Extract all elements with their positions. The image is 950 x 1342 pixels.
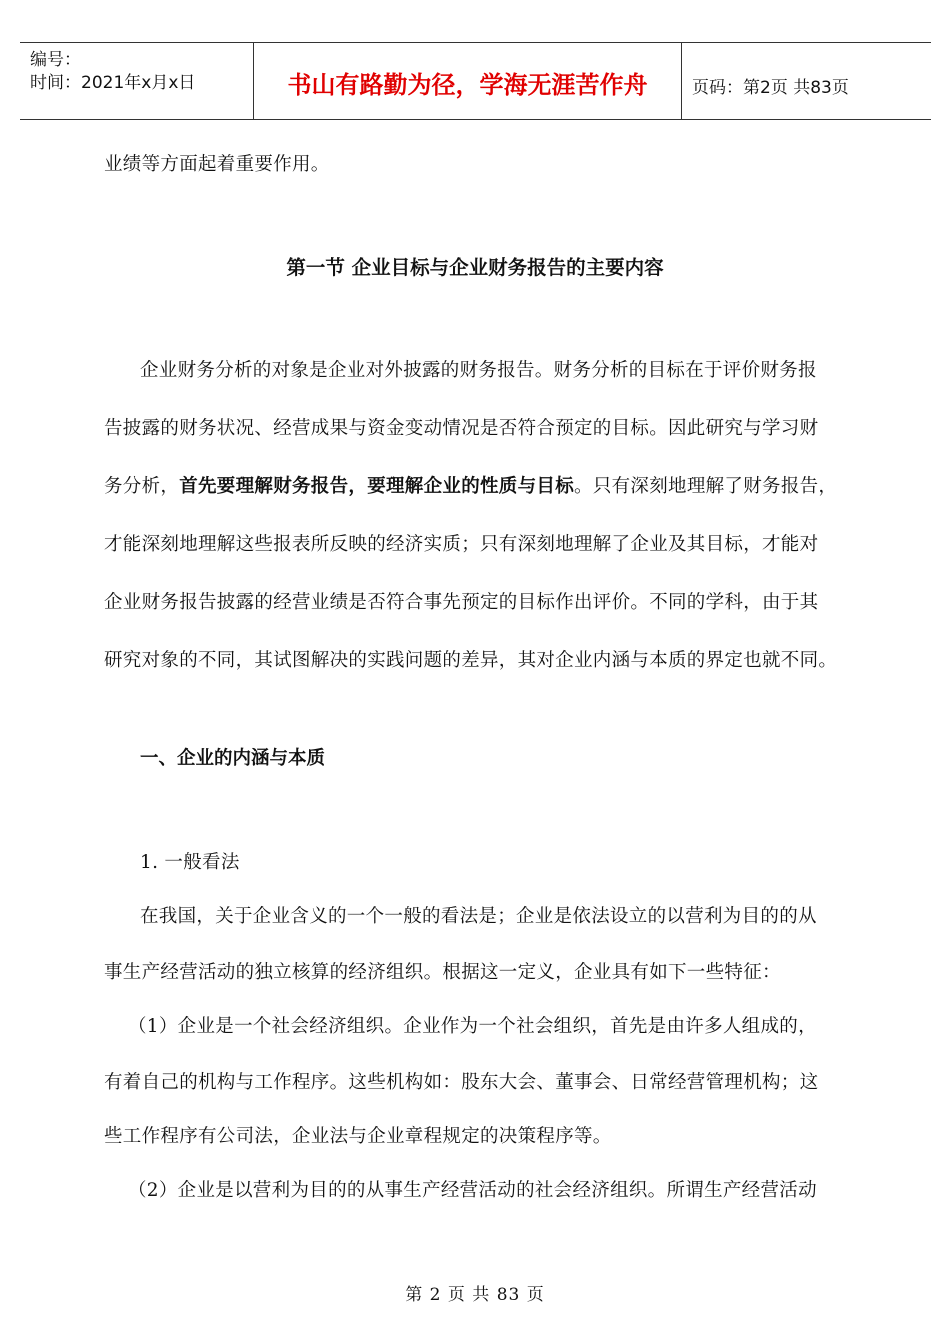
para1-line3-post: 。只有深刻地理解了财务报告， [574, 476, 838, 497]
para1-line2: 告披露的财务状况、经营成果与资金变动情况是否符合预定的目标。因此研究与学习财 [104, 418, 819, 439]
number-label: 编号： [30, 50, 81, 70]
header-page-info: 页码：第2页 共83页 [692, 78, 849, 98]
para3-line1: （1）企业是一个社会经济组织。企业作为一个社会组织，首先是由许多人组成的， [128, 1016, 817, 1037]
time-label: 时间：2021年x月x日 [30, 73, 196, 93]
header-left-cell [20, 43, 254, 119]
header-motto: 书山有路勤为径，学海无涯苦作舟 [287, 71, 648, 99]
para1-emphasis: 首先要理解财务报告，要理解企业的性质与目标 [179, 476, 575, 497]
para1-line3 [104, 472, 849, 498]
page-header [20, 42, 931, 120]
para2-line2: 事生产经营活动的独立核算的经济组织。根据这一定义，企业具有如下一些特征： [104, 962, 781, 983]
intro-line: 业绩等方面起着重要作用。 [104, 154, 330, 175]
section-title: 第一节 企业目标与企业财务报告的主要内容 [286, 256, 664, 279]
para1-line3-pre: 务分析， [104, 476, 180, 497]
para1-line4: 才能深刻地理解这些报表所反映的经济实质；只有深刻地理解了企业及其目标，才能对 [104, 534, 819, 555]
header-middle-cell [254, 43, 682, 119]
para1-line1: 企业财务分析的对象是企业对外披露的财务报告。财务分析的目标在于评价财务报 [140, 360, 817, 381]
para3-line3: 些工作程序有公司法，企业法与企业章程规定的决策程序等。 [104, 1126, 612, 1147]
subsection-title: 一、企业的内涵与本质 [140, 748, 326, 769]
item1-title: 1. 一般看法 [140, 852, 240, 873]
para2-line1: 在我国，关于企业含义的一个一般的看法是；企业是依法设立的以营利为目的的从 [140, 906, 817, 927]
header-right-cell [682, 43, 931, 119]
para1-line6: 研究对象的不同，其试图解决的实践问题的差异，其对企业内涵与本质的界定也就不同。 [104, 650, 838, 671]
para1-line5: 企业财务报告披露的经营业绩是否符合事先预定的目标作出评价。不同的学科，由于其 [104, 592, 819, 613]
para4-line1: （2）企业是以营利为目的的从事生产经营活动的社会经济组织。所谓生产经营活动 [128, 1180, 817, 1201]
para3-line2: 有着自己的机构与工作程序。这些机构如：股东大会、董事会、日常经营管理机构；这 [104, 1072, 819, 1093]
page-footer: 第 2 页 共 83 页 [405, 1285, 545, 1305]
